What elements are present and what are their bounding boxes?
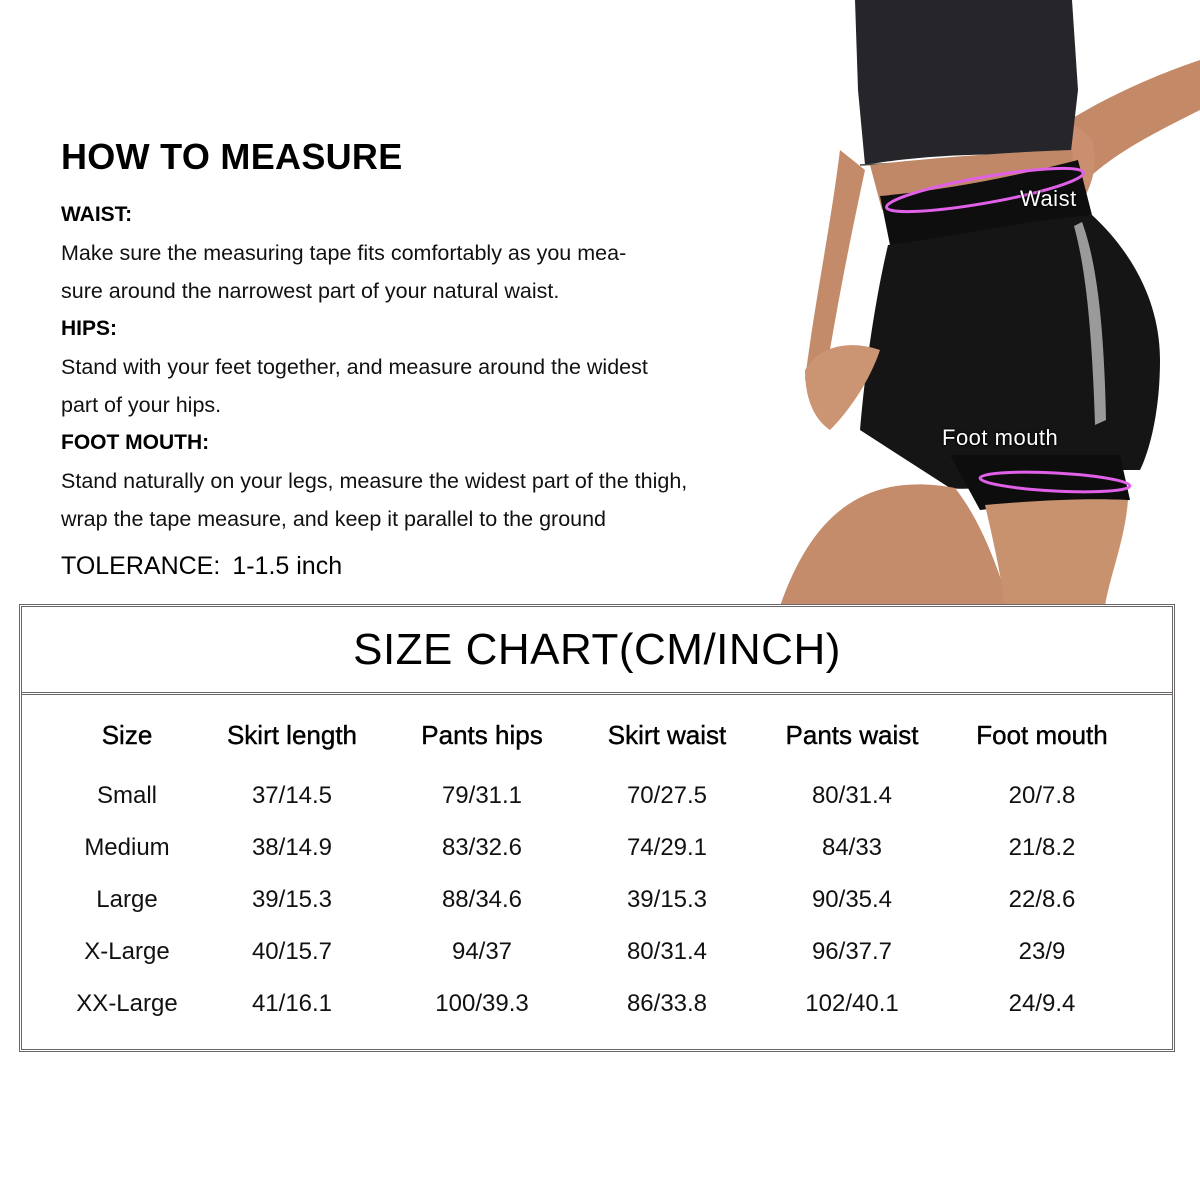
column-header-skirt-length: Skirt length bbox=[226, 720, 358, 750]
foot-mouth-cell: 22/8.6 bbox=[1008, 886, 1076, 913]
pants-hips-cell: 79/31.1 bbox=[441, 782, 523, 809]
product-photo bbox=[720, 0, 1200, 606]
skirt-waist-cell: 74/29.1 bbox=[626, 834, 708, 861]
column-header-pants-hips: Pants hips bbox=[421, 720, 543, 750]
waist-instruction-line-2: sure around the narrowest part of your natural waist. bbox=[61, 279, 560, 303]
pants-waist-cell: 84/33 bbox=[821, 834, 883, 861]
pants-hips-cell: 100/39.3 bbox=[435, 990, 529, 1017]
size-chart-table bbox=[19, 604, 1175, 1052]
pants-waist-cell: 80/31.4 bbox=[811, 782, 893, 809]
foot-mouth-callout-label: Foot mouth bbox=[942, 425, 1059, 450]
pants-hips-cell: 83/32.6 bbox=[441, 834, 523, 861]
waist-instruction-line-1: Make sure the measuring tape fits comfortably as you mea- bbox=[61, 241, 627, 265]
column-header-skirt-waist: Skirt waist bbox=[607, 720, 727, 750]
size-cell: Small bbox=[96, 782, 157, 809]
pants-waist-cell: 102/40.1 bbox=[805, 990, 899, 1017]
foot-mouth-instruction-line-1: Stand naturally on your legs, measure the widest part of the thigh, bbox=[61, 469, 688, 493]
skirt-length-cell: 41/16.1 bbox=[251, 990, 333, 1017]
skirt-waist-cell: 39/15.3 bbox=[626, 886, 708, 913]
hips-instruction-line-1: Stand with your feet together, and measure around the widest bbox=[61, 355, 648, 379]
hips-heading: HIPS: bbox=[61, 317, 118, 340]
how-to-measure-section bbox=[61, 135, 791, 584]
tolerance-label: TOLERANCE: bbox=[61, 552, 221, 580]
foot-mouth-instruction-line-2: wrap the tape measure, and keep it parallel to the ground bbox=[61, 507, 607, 531]
foot-mouth-cell: 23/9 bbox=[1018, 938, 1066, 965]
pants-waist-cell: 90/35.4 bbox=[811, 886, 893, 913]
size-cell: XX-Large bbox=[76, 990, 178, 1017]
column-header-foot-mouth: Foot mouth bbox=[976, 720, 1108, 750]
waist-heading: WAIST: bbox=[61, 203, 133, 226]
skirt-length-cell: 38/14.9 bbox=[251, 834, 333, 861]
size-chart-title: SIZE CHART(CM/INCH) bbox=[22, 607, 1172, 695]
tolerance bbox=[61, 548, 791, 584]
skirt-length-cell: 37/14.5 bbox=[251, 782, 333, 809]
skirt-length-cell: 40/15.7 bbox=[251, 938, 333, 965]
size-cell: X-Large bbox=[84, 938, 170, 965]
skirt-waist-cell: 80/31.4 bbox=[626, 938, 708, 965]
pants-hips-cell: 88/34.6 bbox=[441, 886, 523, 913]
foot-mouth-cell: 21/8.2 bbox=[1008, 834, 1076, 861]
column-header-size: Size bbox=[101, 720, 153, 750]
hips-instruction-line-2: part of your hips. bbox=[61, 393, 222, 417]
guide-title: HOW TO MEASURE bbox=[61, 136, 403, 177]
waist-callout-label: Waist bbox=[1020, 186, 1077, 211]
size-cell: Medium bbox=[84, 834, 170, 861]
foot-mouth-cell: 24/9.4 bbox=[1008, 990, 1076, 1017]
skort-model-illustration bbox=[720, 0, 1200, 606]
skirt-length-cell: 39/15.3 bbox=[251, 886, 333, 913]
skirt-waist-cell: 86/33.8 bbox=[626, 990, 708, 1017]
column-header-pants-waist: Pants waist bbox=[785, 720, 919, 750]
size-cell: Large bbox=[96, 886, 158, 913]
foot-mouth-cell: 20/7.8 bbox=[1008, 782, 1076, 809]
pants-hips-cell: 94/37 bbox=[451, 938, 513, 965]
tolerance-value: 1-1.5 inch bbox=[232, 552, 343, 580]
foot-mouth-heading: FOOT MOUTH: bbox=[61, 431, 210, 454]
skirt-waist-cell: 70/27.5 bbox=[626, 782, 708, 809]
pants-waist-cell: 96/37.7 bbox=[811, 938, 893, 965]
